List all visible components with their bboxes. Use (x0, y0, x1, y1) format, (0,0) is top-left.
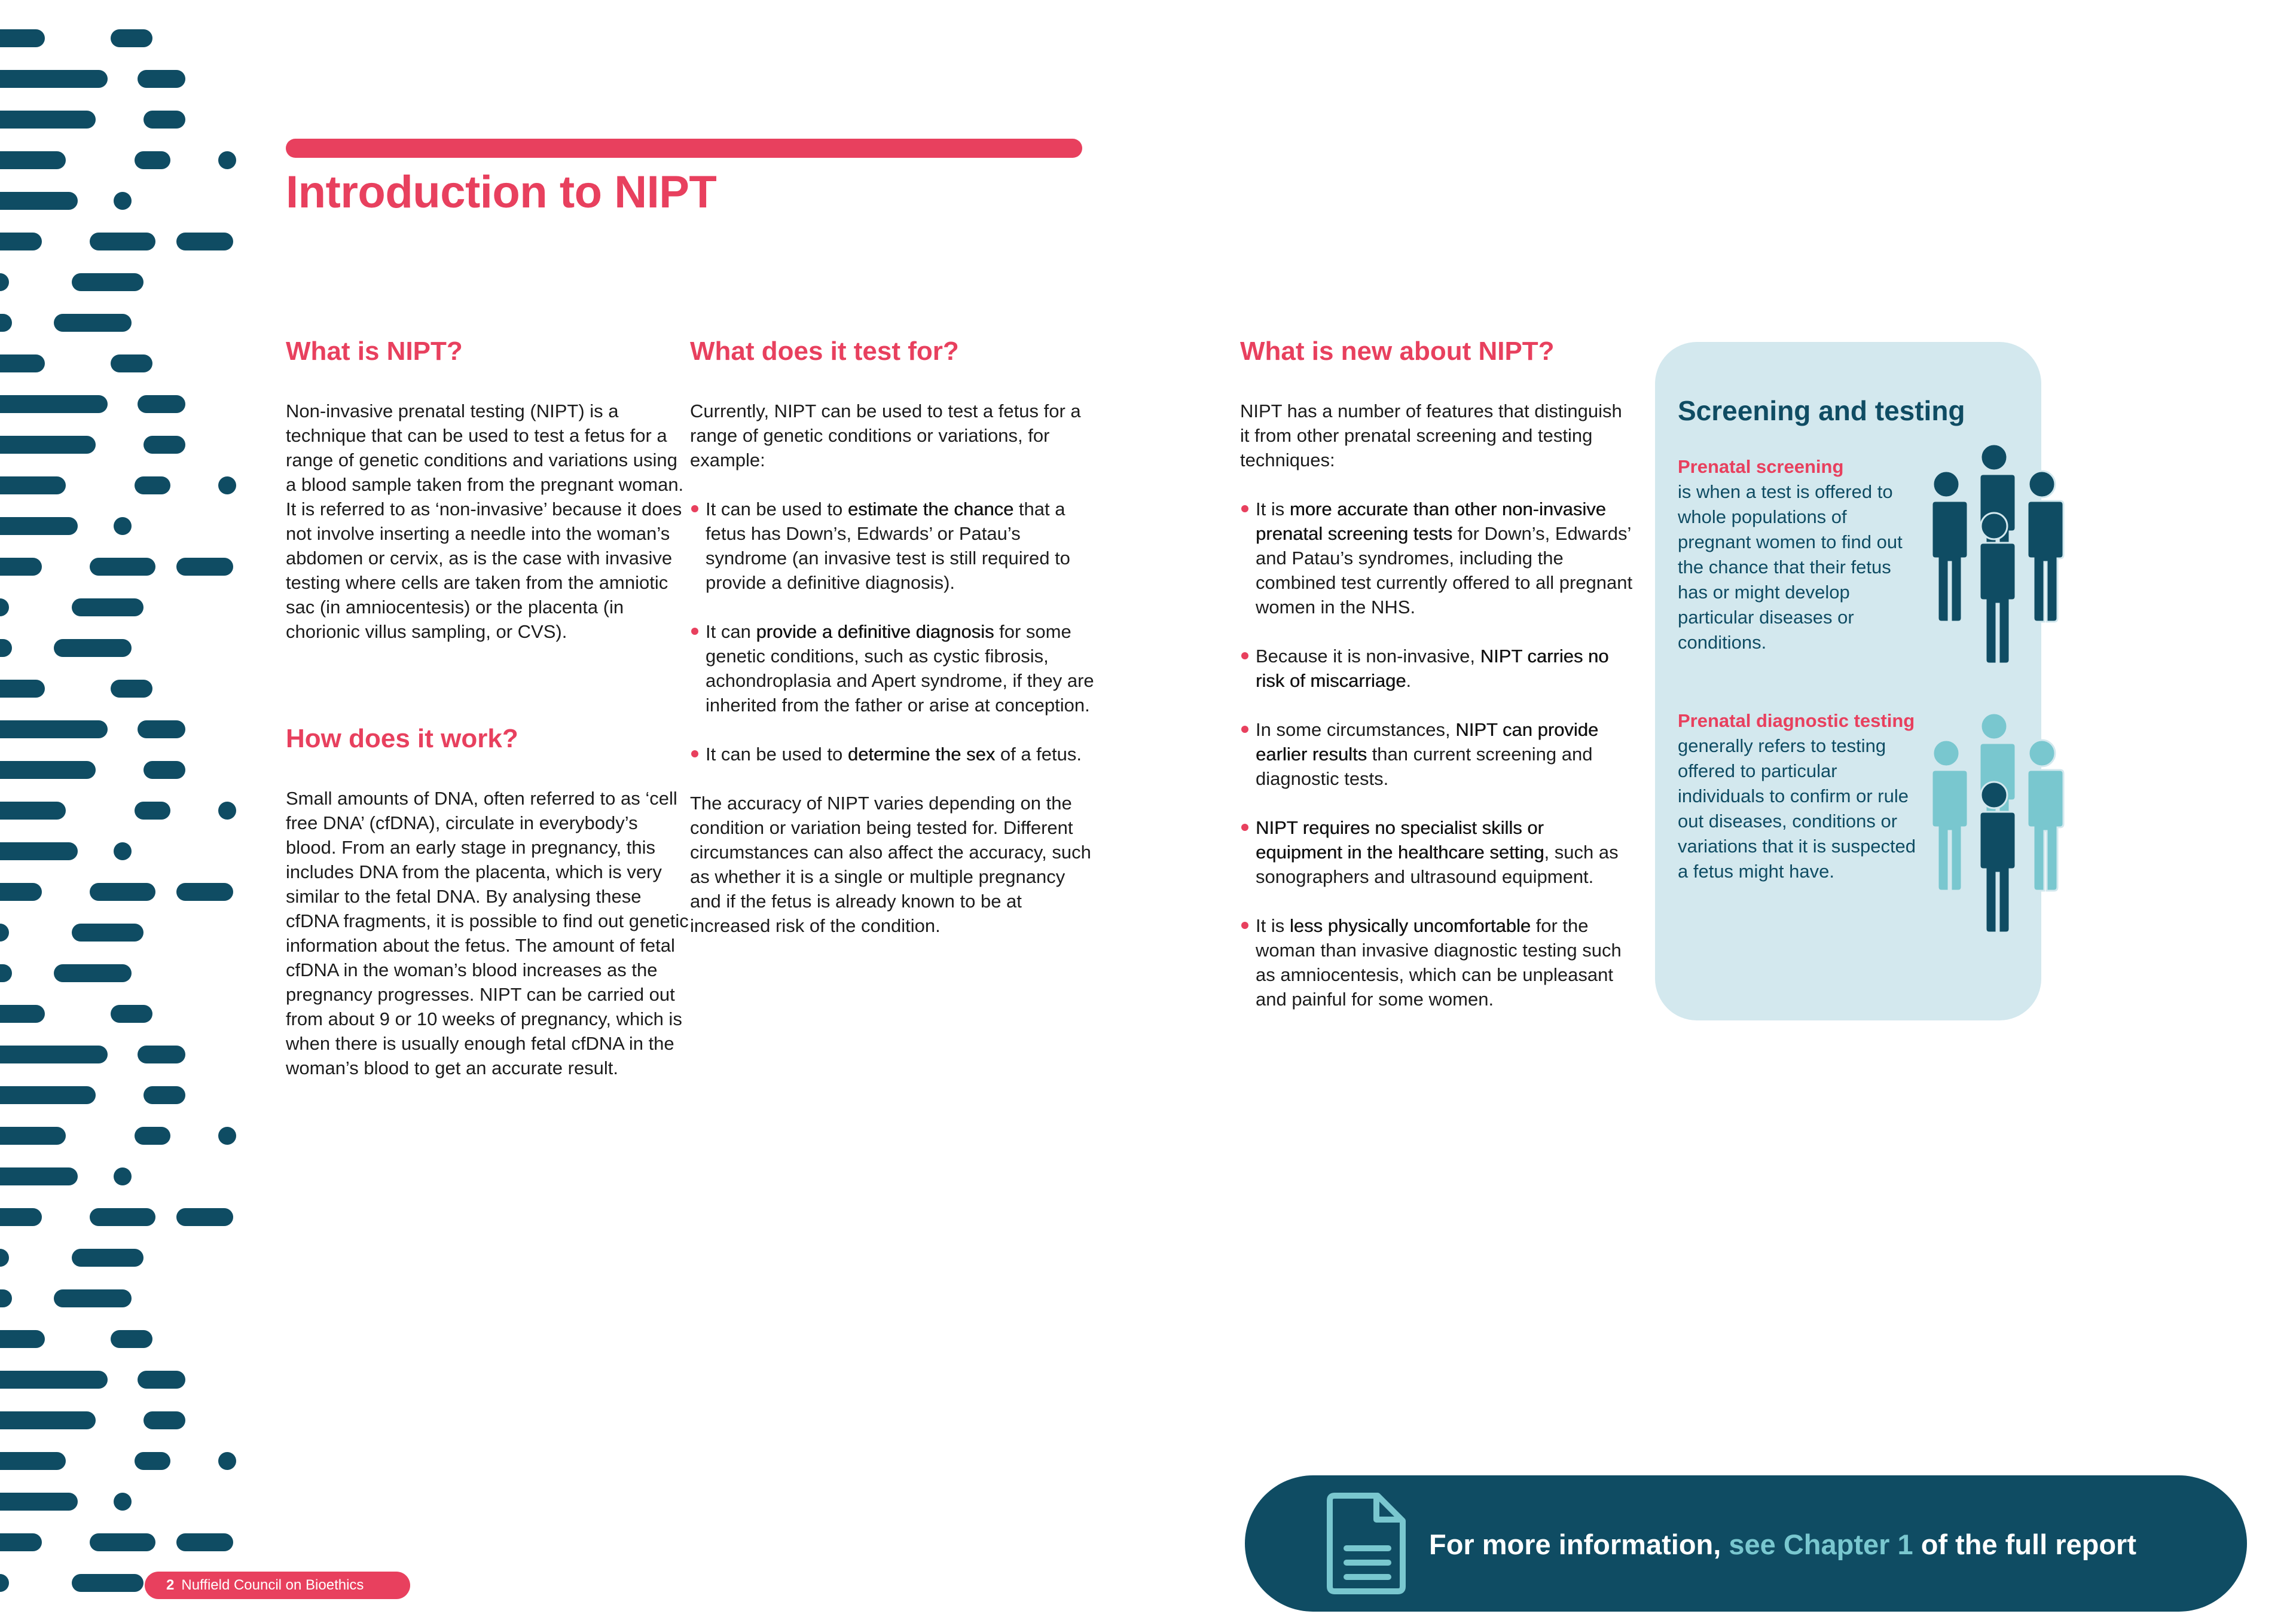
stripe-dash (0, 395, 108, 413)
stripe-dash (0, 883, 42, 901)
what-is-nipt-heading: What is NIPT? (286, 337, 463, 366)
list-item: It can be used to estimate the chance that a fetus has Down’s, Edwards’ or Patau’s syndrome (an invasive test is still required to provide a definitive diagnosis). (690, 497, 1097, 595)
page-title: Introduction to NIPT (286, 167, 717, 218)
stripe-dash (90, 233, 155, 250)
what-is-new-section (1240, 336, 1635, 1036)
list-item: It is more accurate than other non-invasive prenatal screening tests for Down’s, Edwards’ and Patau’s syndromes, including the combined test currently offered to all pregnant women in the NHS. (1240, 497, 1635, 619)
stripe-dash (135, 1452, 170, 1470)
decorative-stripes (0, 0, 239, 1623)
stripe-dash (0, 761, 96, 779)
population-people-icon (1913, 442, 2075, 681)
stripe-dash (0, 233, 42, 250)
stripe-dash (144, 111, 185, 129)
list-item: It can provide a definitive diagnosis for some genetic conditions, such as cystic fibrosis, achondroplasia and Apert syndrome, if they are inherited from the father or arise at conception. (690, 619, 1097, 717)
test-for-heading: What does it test for? (690, 337, 959, 366)
stripe-dash (111, 354, 152, 372)
stripe-dash (0, 1005, 45, 1023)
stripe-dash (54, 1289, 132, 1307)
stripe-dash (72, 1574, 144, 1592)
stripe-dash (144, 1411, 185, 1429)
stripe-dash (0, 1289, 12, 1307)
how-does-it-work-heading: How does it work? (286, 724, 518, 753)
stripe-dash (0, 192, 78, 210)
stripe-dash (111, 29, 152, 47)
stripe-dash (90, 558, 155, 576)
stripe-dash (218, 802, 236, 820)
list-item: In some circumstances, NIPT can provide earlier results than current screening and diagnostic tests. (1240, 717, 1635, 791)
stripe-dash (0, 680, 45, 698)
stripe-dash (54, 314, 132, 332)
stripe-dash (176, 233, 233, 250)
stripe-dash (90, 1533, 155, 1551)
individual-people-icon (1913, 711, 2075, 950)
what-is-nipt-section (286, 336, 692, 644)
stripe-dash (0, 1086, 96, 1104)
how-does-it-work-section (286, 723, 692, 1080)
stripe-dash (111, 1005, 152, 1023)
stripe-dash (144, 1086, 185, 1104)
stripe-dash (114, 1167, 132, 1185)
stripe-dash (54, 964, 132, 982)
stripe-dash (72, 273, 144, 291)
chapter-link[interactable]: see Chapter 1 (1729, 1529, 1913, 1560)
page-number: 2 (166, 1577, 175, 1593)
test-for-bullet-list (690, 497, 1097, 766)
list-item: It is less physically uncomfortable for the woman than invasive diagnostic testing such as amniocentesis, which can be unpleasant and painful for some women. (1240, 913, 1635, 1011)
stripe-dash (0, 924, 9, 942)
stripe-dash (138, 1371, 185, 1389)
stripe-dash (0, 354, 45, 372)
stripe-dash (176, 1208, 233, 1226)
prenatal-screening-definition: Prenatal screening is when a test is offered to whole populations of pregnant women to find out the chance that their fetus has or might develop particular diseases or conditions. (1678, 456, 1903, 653)
stripe-dash (90, 883, 155, 901)
stripe-dash (0, 1533, 42, 1551)
stripe-dash (54, 639, 132, 657)
stripe-dash (90, 1208, 155, 1226)
stripe-dash (72, 598, 144, 616)
stripe-dash (0, 1411, 96, 1429)
stripe-dash (0, 29, 45, 47)
stripe-dash (176, 1533, 233, 1551)
stripe-dash (0, 720, 108, 738)
what-is-nipt-body: Non-invasive prenatal testing (NIPT) is a technique that can be used to test a fetus for a range of genetic conditions and variations using a blood sample taken from the pregnant woman. It is referred to as ‘non-invasive’ because it does not involve inserting a needle into the woman’s abdomen or cervix, as is the case with invasive testing where cells are taken from the amniotic sac (in amniocentesis) or the placenta (in chorionic villus sampling, or CVS). (286, 400, 684, 642)
stripe-dash (138, 395, 185, 413)
document-icon (1326, 1490, 1410, 1597)
stripe-dash (0, 436, 96, 454)
stripe-dash (138, 720, 185, 738)
what-is-new-heading: What is new about NIPT? (1240, 337, 1555, 366)
stripe-dash (111, 680, 152, 698)
stripe-dash (135, 802, 170, 820)
more-info-text: For more information, see Chapter 1 of the full report (1429, 1529, 2136, 1560)
stripe-dash (72, 1249, 144, 1267)
stripe-dash (0, 558, 42, 576)
stripe-dash (0, 964, 12, 982)
stripe-dash (135, 476, 170, 494)
stripe-dash (135, 1127, 170, 1145)
stripe-dash (0, 70, 108, 88)
stripe-dash (0, 639, 12, 657)
stripe-dash (0, 1493, 78, 1511)
what-is-new-bullet-list (1240, 497, 1635, 1011)
footer-page-label (145, 1572, 410, 1599)
stripe-dash (0, 1127, 66, 1145)
stripe-dash (0, 1167, 78, 1185)
stripe-dash (144, 436, 185, 454)
prenatal-diagnostic-definition: Prenatal diagnostic testing generally refers to testing offered to particular individuals to confirm or rule out diseases, conditions or variations that it is suspected a fetus might have. (1678, 710, 1916, 882)
stripe-dash (0, 802, 66, 820)
organisation-name: Nuffield Council on Bioethics (181, 1577, 364, 1593)
how-does-it-work-body: Small amounts of DNA, often referred to as ‘cell free DNA’ (cfDNA), circulate in everybody’s blood. From an early stage in pregnancy, this includes DNA from the placenta, which is very similar to the fetal DNA. By analysing these cfDNA fragments, it is possible to find out genetic information about the fetus. The amount of fetal cfDNA in the woman’s blood increases as the pregnancy progresses. NIPT can be carried out from about 9 or 10 weeks of pregnancy, which is when there is usually enough fetal cfDNA in the woman’s blood to get an accurate result. (286, 787, 689, 1078)
test-for-intro: Currently, NIPT can be used to test a fetus for a range of genetic conditions or variations, for example: (690, 400, 1081, 470)
list-item: NIPT requires no specialist skills or equipment in the healthcare setting, such as sonographers and ultrasound equipment. (1240, 815, 1635, 889)
stripe-dash (114, 842, 132, 860)
stripe-dash (0, 273, 9, 291)
stripe-dash (218, 1127, 236, 1145)
stripe-dash (114, 1493, 132, 1511)
stripe-dash (0, 842, 78, 860)
stripe-dash (0, 1208, 42, 1226)
list-item: Because it is non-invasive, NIPT carries no risk of miscarriage. (1240, 644, 1635, 693)
stripe-dash (0, 1249, 9, 1267)
stripe-dash (218, 151, 236, 169)
stripe-dash (0, 476, 66, 494)
stripe-dash (0, 151, 66, 169)
stripe-dash (218, 1452, 236, 1470)
stripe-dash (111, 1330, 152, 1348)
list-item: It can be used to determine the sex of a fetus. (690, 742, 1097, 766)
stripe-dash (138, 1046, 185, 1063)
stripe-dash (0, 1452, 66, 1470)
what-does-it-test-for-section (690, 336, 1097, 938)
stripe-dash (0, 111, 96, 129)
stripe-dash (176, 883, 233, 901)
test-for-outro: The accuracy of NIPT varies depending on the condition or variation being tested for. Different circumstances can also affect the accuracy, such as whether it is a single or multiple pregnancy and if the fetus is already known to be at increased risk of the condition. (690, 792, 1091, 936)
stripe-dash (72, 924, 144, 942)
stripe-dash (0, 517, 78, 535)
stripe-dash (114, 517, 132, 535)
panel-title: Screening and testing (1678, 395, 1965, 426)
stripe-dash (218, 476, 236, 494)
what-is-new-intro: NIPT has a number of features that distinguish it from other prenatal screening and testing techniques: (1240, 400, 1622, 470)
stripe-dash (0, 1574, 9, 1592)
stripe-dash (0, 1330, 45, 1348)
stripe-dash (0, 598, 9, 616)
stripe-dash (0, 1371, 108, 1389)
stripe-dash (176, 558, 233, 576)
stripe-dash (144, 761, 185, 779)
stripe-dash (138, 70, 185, 88)
stripe-dash (114, 192, 132, 210)
stripe-dash (135, 151, 170, 169)
stripe-dash (0, 1046, 108, 1063)
title-accent-bar (286, 139, 1082, 158)
stripe-dash (0, 314, 12, 332)
